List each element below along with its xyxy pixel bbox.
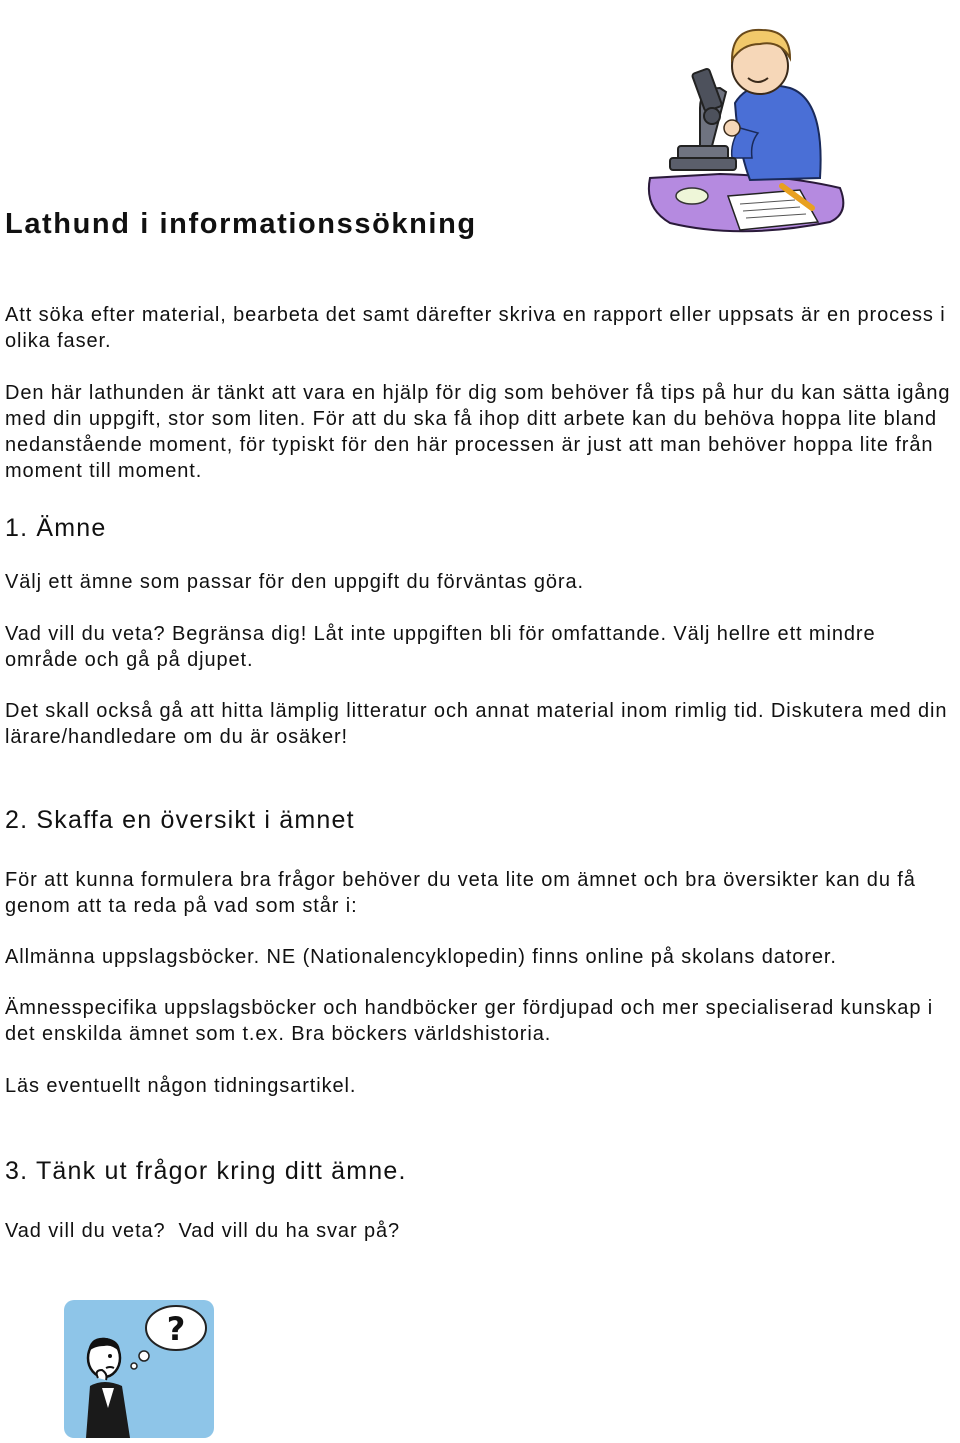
section-1-paragraph-3: Det skall också gå att hitta lämplig litteratur och annat material inom rimlig tid. Diskutera med din lärare/handledare om du är osäker! bbox=[5, 700, 948, 748]
document-title: Lathund i informationssökning bbox=[5, 208, 477, 240]
section-2-paragraph-3: Ämnesspecifika uppslagsböcker och handböcker ger fördjupad och mer specialiserad kunskap i det enskilda ämnet som t.ex. Bra böckers världshistoria. bbox=[5, 997, 934, 1045]
intro-paragraph-2: Den här lathunden är tänkt att vara en hjälp för dig som behöver få tips på hur du kan sätta igång med din uppgift, stor som liten. För att du ska få ihop ditt arbete kan du behöva hoppa lite bland nedanstående moment, för typiskt för den här processen är just att man behöver hoppa lite från moment till moment. bbox=[5, 382, 951, 482]
section-2-paragraph-4: Läs eventuellt någon tidningsartikel. bbox=[5, 1075, 357, 1097]
section-heading-oversikt: 2. Skaffa en översikt i ämnet bbox=[5, 806, 355, 834]
section-1-paragraph-1: Välj ett ämne som passar för den uppgift du förväntas göra. bbox=[5, 571, 584, 593]
section-heading-amne: 1. Ämne bbox=[5, 514, 107, 542]
thinking-person-illustration bbox=[64, 1300, 214, 1438]
section-2-paragraph-1: För att kunna formulera bra frågor behöver du veta lite om ämnet och bra översikter kan du få genom att ta reda på vad som står i: bbox=[5, 869, 916, 917]
section-2-paragraph-2: Allmänna uppslagsböcker. NE (Nationalencyklopedin) finns online på skolans datorer. bbox=[5, 946, 837, 968]
question-mark-icon: ? bbox=[166, 1310, 186, 1348]
section-3-paragraph-1: Vad vill du veta? Vad vill du ha svar på? bbox=[5, 1220, 401, 1242]
intro-paragraph-1: Att söka efter material, bearbeta det samt därefter skriva en rapport eller uppsats är en process i olika faser. bbox=[5, 304, 946, 352]
boy-microscope-illustration bbox=[640, 8, 850, 240]
section-1-paragraph-2: Vad vill du veta? Begränsa dig! Låt inte uppgiften bli för omfattande. Välj hellre ett mindre område och gå på djupet. bbox=[5, 623, 876, 671]
section-heading-fragor: 3. Tänk ut frågor kring ditt ämne. bbox=[5, 1157, 407, 1185]
